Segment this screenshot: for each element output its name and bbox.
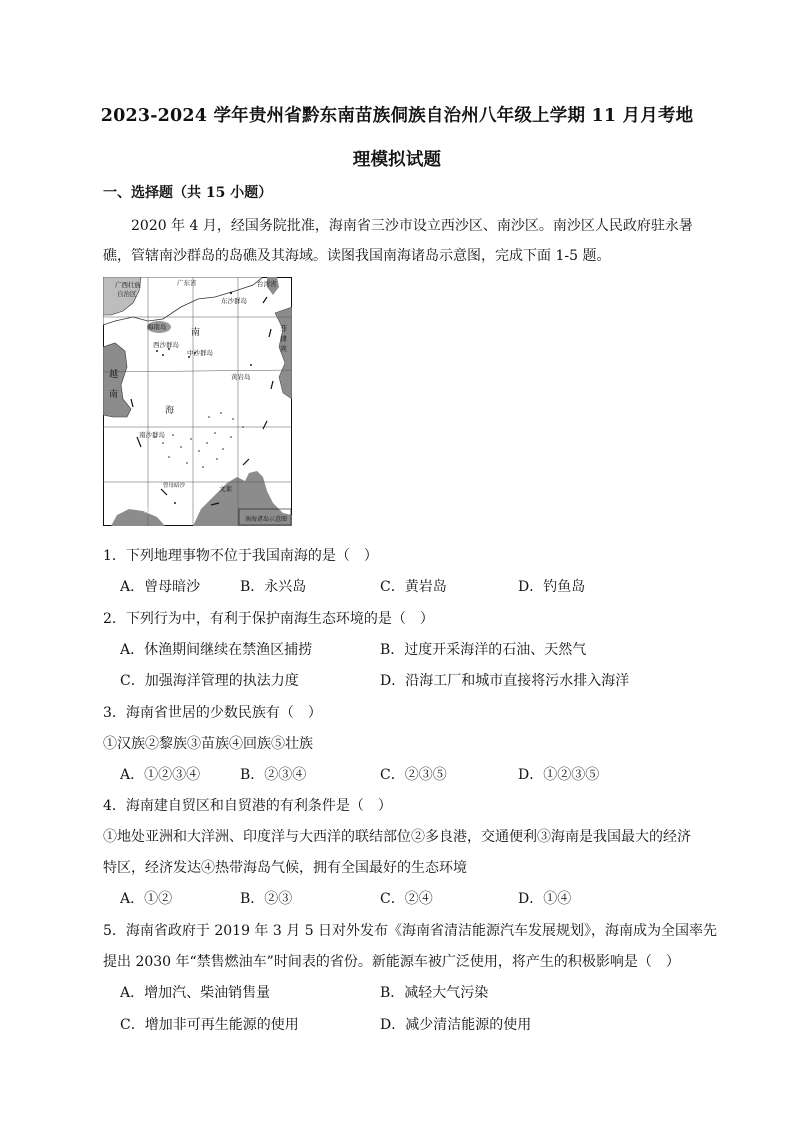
map-label-huangyan: 黄岩岛 [231,373,251,381]
map-caption: 南海诸岛示意图 [245,516,288,523]
q1-option-c: C．黄岩岛 [380,579,447,595]
map-label-xisha: 西沙群岛 [153,341,179,349]
map-label-nan2: 南 [109,390,119,400]
map-label-lv: 律 [280,335,287,343]
map-label-nan: 南 [191,328,201,338]
paper-title-line2: 理模拟试题 [352,150,442,170]
map-label-fei: 菲 [280,325,287,333]
q1-option-b: B．永兴岛 [240,579,307,595]
question-4-sub-2: 特区，经济发达④热带海岛气候，拥有全国最好的生态环境 [103,860,467,876]
map-label-guangdong: 广东省 [177,279,197,287]
q2-option-d: D．沿海工厂和城市直接将污水排入海洋 [380,673,630,689]
q5-option-d: D．减少清洁能源的使用 [380,1017,532,1033]
q2-option-c: C．加强海洋管理的执法力度 [120,673,299,689]
map-label-malaixiya: 马来西亚 [143,507,169,515]
q4-option-d: D．①④ [518,891,572,907]
q4-option-a: A．①② [120,891,173,907]
question-3-sub: ①汉族②黎族③苗族④回族⑤壮族 [103,736,313,752]
question-3-stem: 3．海南省世居的少数民族有（ ） [103,705,322,721]
q3-option-d: D．①②③⑤ [518,767,600,783]
paper-title-line1: 2023-2024 学年贵州省黔东南苗族侗族自治州八年级上学期 11 月月考地 [100,106,694,126]
map-label-zengmu: 曾母暗沙 [163,483,186,489]
intro-paragraph: 2020 年 4 月，经国务院批准，海南省三沙市设立西沙区、南沙区。南沙区人民政府驻永暑礁，管辖南沙群岛的岛礁及其海域。读图我国南海诸岛示意图，完成下面 1-5 题。 [103,218,693,264]
map-label-wenlai: 文莱 [219,485,232,493]
question-1-stem: 1．下列地理事物不位于我国南海的是（ ） [103,548,378,564]
map-label-dongsha: 东沙群岛 [221,297,247,305]
q3-option-c: C．②③⑤ [380,767,447,783]
q5-option-c: C．增加非可再生能源的使用 [120,1017,299,1033]
question-4-sub-1: ①地处亚洲和大洋洲、印度洋与大西洋的联结部位②多良港，交通便利③海南是我国最大的经济 [103,829,691,845]
south-china-sea-map [103,277,292,526]
question-4-stem: 4．海南建自贸区和自贸港的有利条件是（ ） [103,798,392,814]
map-label-bin: 宾 [280,345,287,353]
map-label-guangxi-1: 广西壮族 [115,281,141,289]
q5-option-a: A．增加汽、柴油销售量 [120,985,271,1001]
section-heading: 一、选择题（共 15 小题） [103,185,273,201]
map-label-hainan: 海南岛 [147,323,167,331]
map-label-nansha: 南沙群岛 [139,431,165,439]
map-label-yue: 越 [109,370,119,380]
question-2-stem: 2．下列行为中，有利于保护南海生态环境的是（ ） [103,611,434,627]
question-5-stem-2: 提出 2030 年“禁售燃油车”时间表的省份。新能源车被广泛使用，将产生的积极影响是（ ） [103,954,680,970]
q3-option-b: B．②③④ [240,767,307,783]
q4-option-c: C．②④ [380,891,433,907]
q2-option-b: B．过度开采海洋的石油、天然气 [380,642,587,658]
map-label-guangxi-2: 自治区 [117,290,137,298]
map-label-zhongsha: 中沙群岛 [187,349,213,357]
q2-option-a: A．休渔期间继续在禁渔区捕捞 [120,642,313,658]
q4-option-b: B．②③ [240,891,293,907]
map-label-taiwan: 台湾省 [257,280,277,288]
q3-option-a: A．①②③④ [120,767,201,783]
q1-option-d: D．钓鱼岛 [518,579,586,595]
q5-option-b: B．减轻大气污染 [380,985,489,1001]
q1-option-a: A．曾母暗沙 [120,579,201,595]
map-label-hai: 海 [165,406,175,416]
question-5-stem-1: 5．海南省政府于 2019 年 3 月 5 日对外发布《海南省清洁能源汽车发展规划》，海南成为全国率先 [103,923,718,939]
